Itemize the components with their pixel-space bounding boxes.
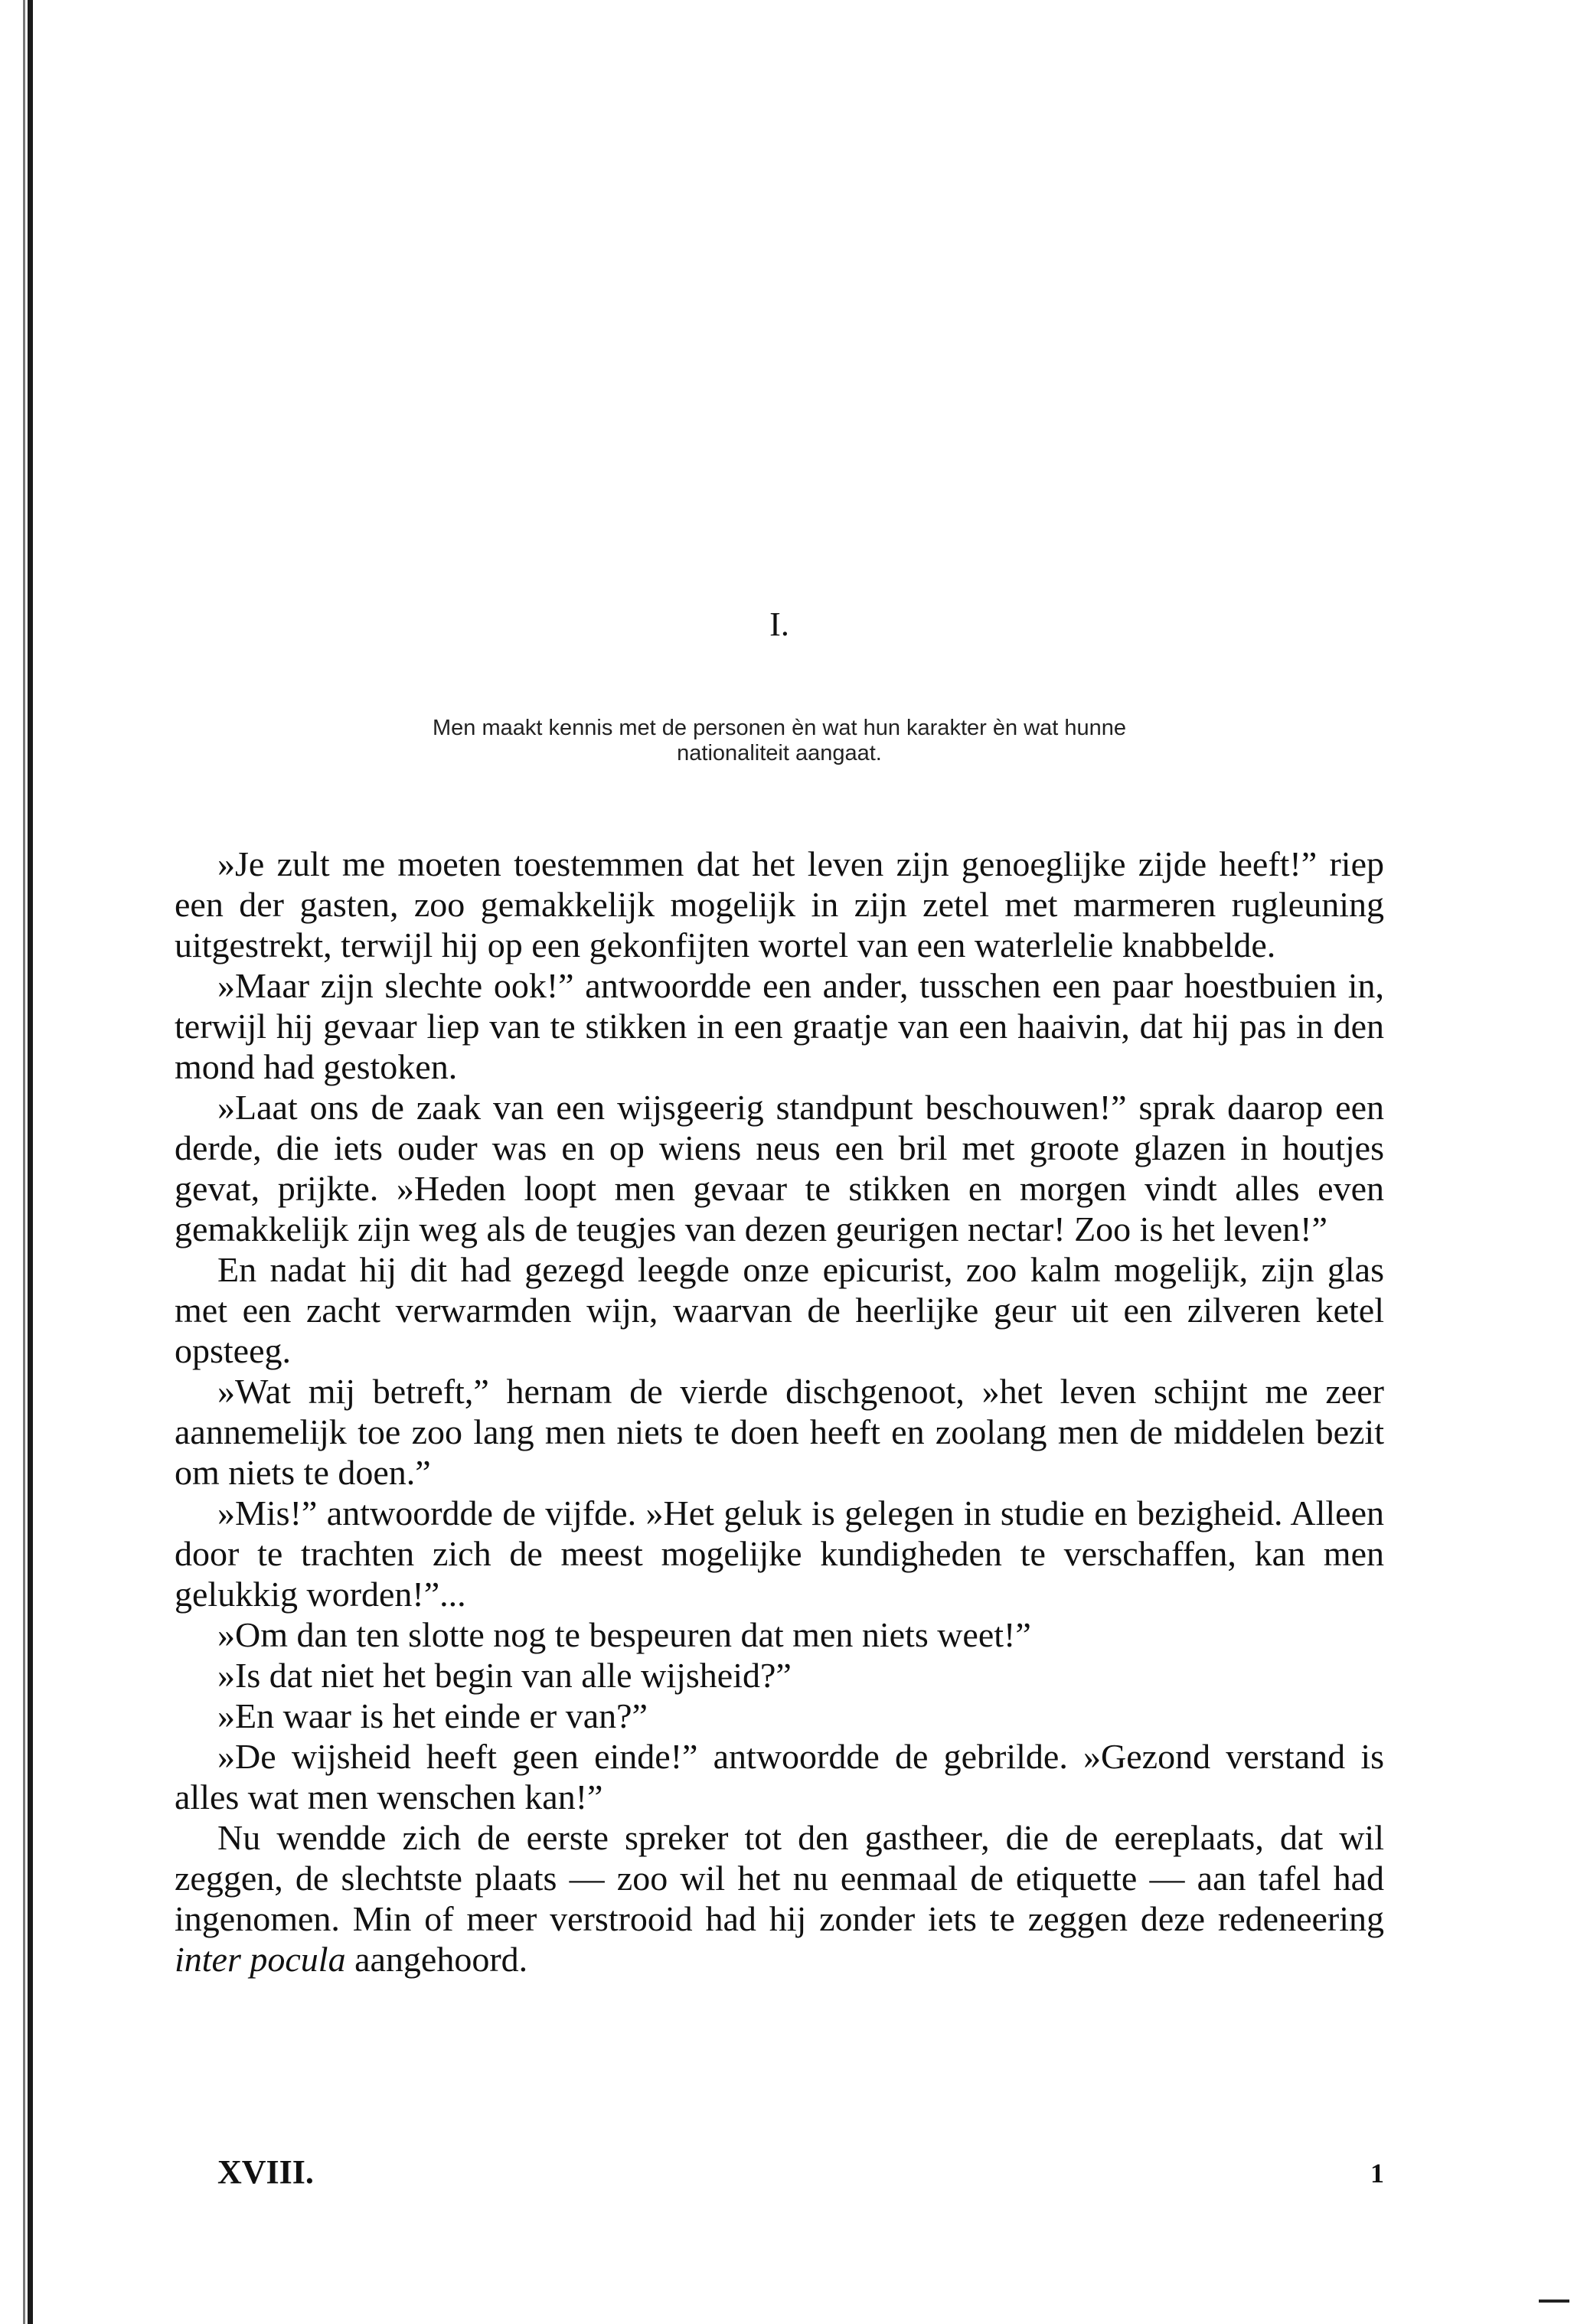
page-number: 1 bbox=[1370, 2158, 1384, 2189]
paragraph: »Je zult me moeten toestemmen dat het leven zijn genoeglijke zijde heeft!” riep een der gasten, zoo gemakkelijk mogelijk in zijn zetel met marmeren rugleuning uitgestrekt, terwijl hij op een gekonfijten wortel van een waterlelie knabbelde. bbox=[175, 844, 1384, 965]
paragraph: »Is dat niet het begin van alle wijsheid?” bbox=[217, 1656, 792, 1695]
paragraph: »Wat mij betreft,” hernam de vierde dischgenoot, »het leven schijnt me zeer aannemelijk toe zoo lang men niets te doen heeft en zoolang men de middelen bezit om niets te doen.” bbox=[175, 1372, 1384, 1492]
signature-mark: XVIII. bbox=[217, 2153, 314, 2191]
chapter-number: I. bbox=[769, 605, 789, 643]
subtitle-line-1: Men maakt kennis met de personen èn wat hun karakter èn wat hunne bbox=[433, 716, 1126, 740]
chapter-body bbox=[175, 844, 1384, 1980]
corner-mark bbox=[1539, 2300, 1569, 2303]
paragraph: »Maar zijn slechte ook!” antwoordde een ander, tusschen een paar hoestbuien in, terwijl hij gevaar liep van te stikken in een graatje van een haaivin, dat hij pas in den mond had gestoken. bbox=[175, 966, 1384, 1086]
italic-phrase: inter pocula bbox=[175, 1940, 346, 1979]
binding-shadow bbox=[23, 0, 25, 2324]
book-spine-edge bbox=[28, 0, 33, 2324]
paragraph: »En waar is het einde er van?” bbox=[217, 1696, 648, 1735]
page-footer bbox=[175, 2153, 1384, 2198]
paragraph: »De wijsheid heeft geen einde!” antwoordde de gebrilde. »Gezond verstand is alles wat men wenschen kan!” bbox=[175, 1737, 1384, 1816]
paragraph-last bbox=[175, 1817, 1384, 1980]
paragraph: En nadat hij dit had gezegd leegde onze epicurist, zoo kalm mogelijk, zijn glas met een zacht verwarmden wijn, waarvan de heerlijke geur uit een zilveren ketel opsteeg. bbox=[175, 1250, 1384, 1370]
paragraph-text: aangehoord. bbox=[345, 1940, 528, 1979]
chapter-subtitle bbox=[175, 716, 1384, 766]
paragraph: »Om dan ten slotte nog te bespeuren dat men niets weet!” bbox=[217, 1615, 1031, 1654]
paragraph: »Laat ons de zaak van een wijsgeerig standpunt beschouwen!” sprak daarop een derde, die iets ouder was en op wiens neus een bril met groote glazen in houtjes gevat, prijkte. »Heden loopt men gevaar te stikken en morgen vindt alles even gemakkelijk zijn weg als de teugjes van dezen geurigen nectar! Zoo is het leven!” bbox=[175, 1088, 1384, 1248]
subtitle-line-2: nationaliteit aangaat. bbox=[677, 741, 882, 765]
paragraph-text: Nu wendde zich de eerste spreker tot den gastheer, die de eereplaats, dat wil zeggen, de slechtste plaats — zoo wil het nu eenmaal de etiquette — aan tafel had ingenomen. Min of meer verstrooid had hij zonder iets te zeggen deze redeneering bbox=[175, 1818, 1384, 1938]
paragraph: »Mis!” antwoordde de vijfde. »Het geluk is gelegen in studie en bezigheid. Alleen door te trachten zich de meest mogelijke kundigheden te verschaffen, kan men gelukkig worden!”... bbox=[175, 1493, 1384, 1614]
